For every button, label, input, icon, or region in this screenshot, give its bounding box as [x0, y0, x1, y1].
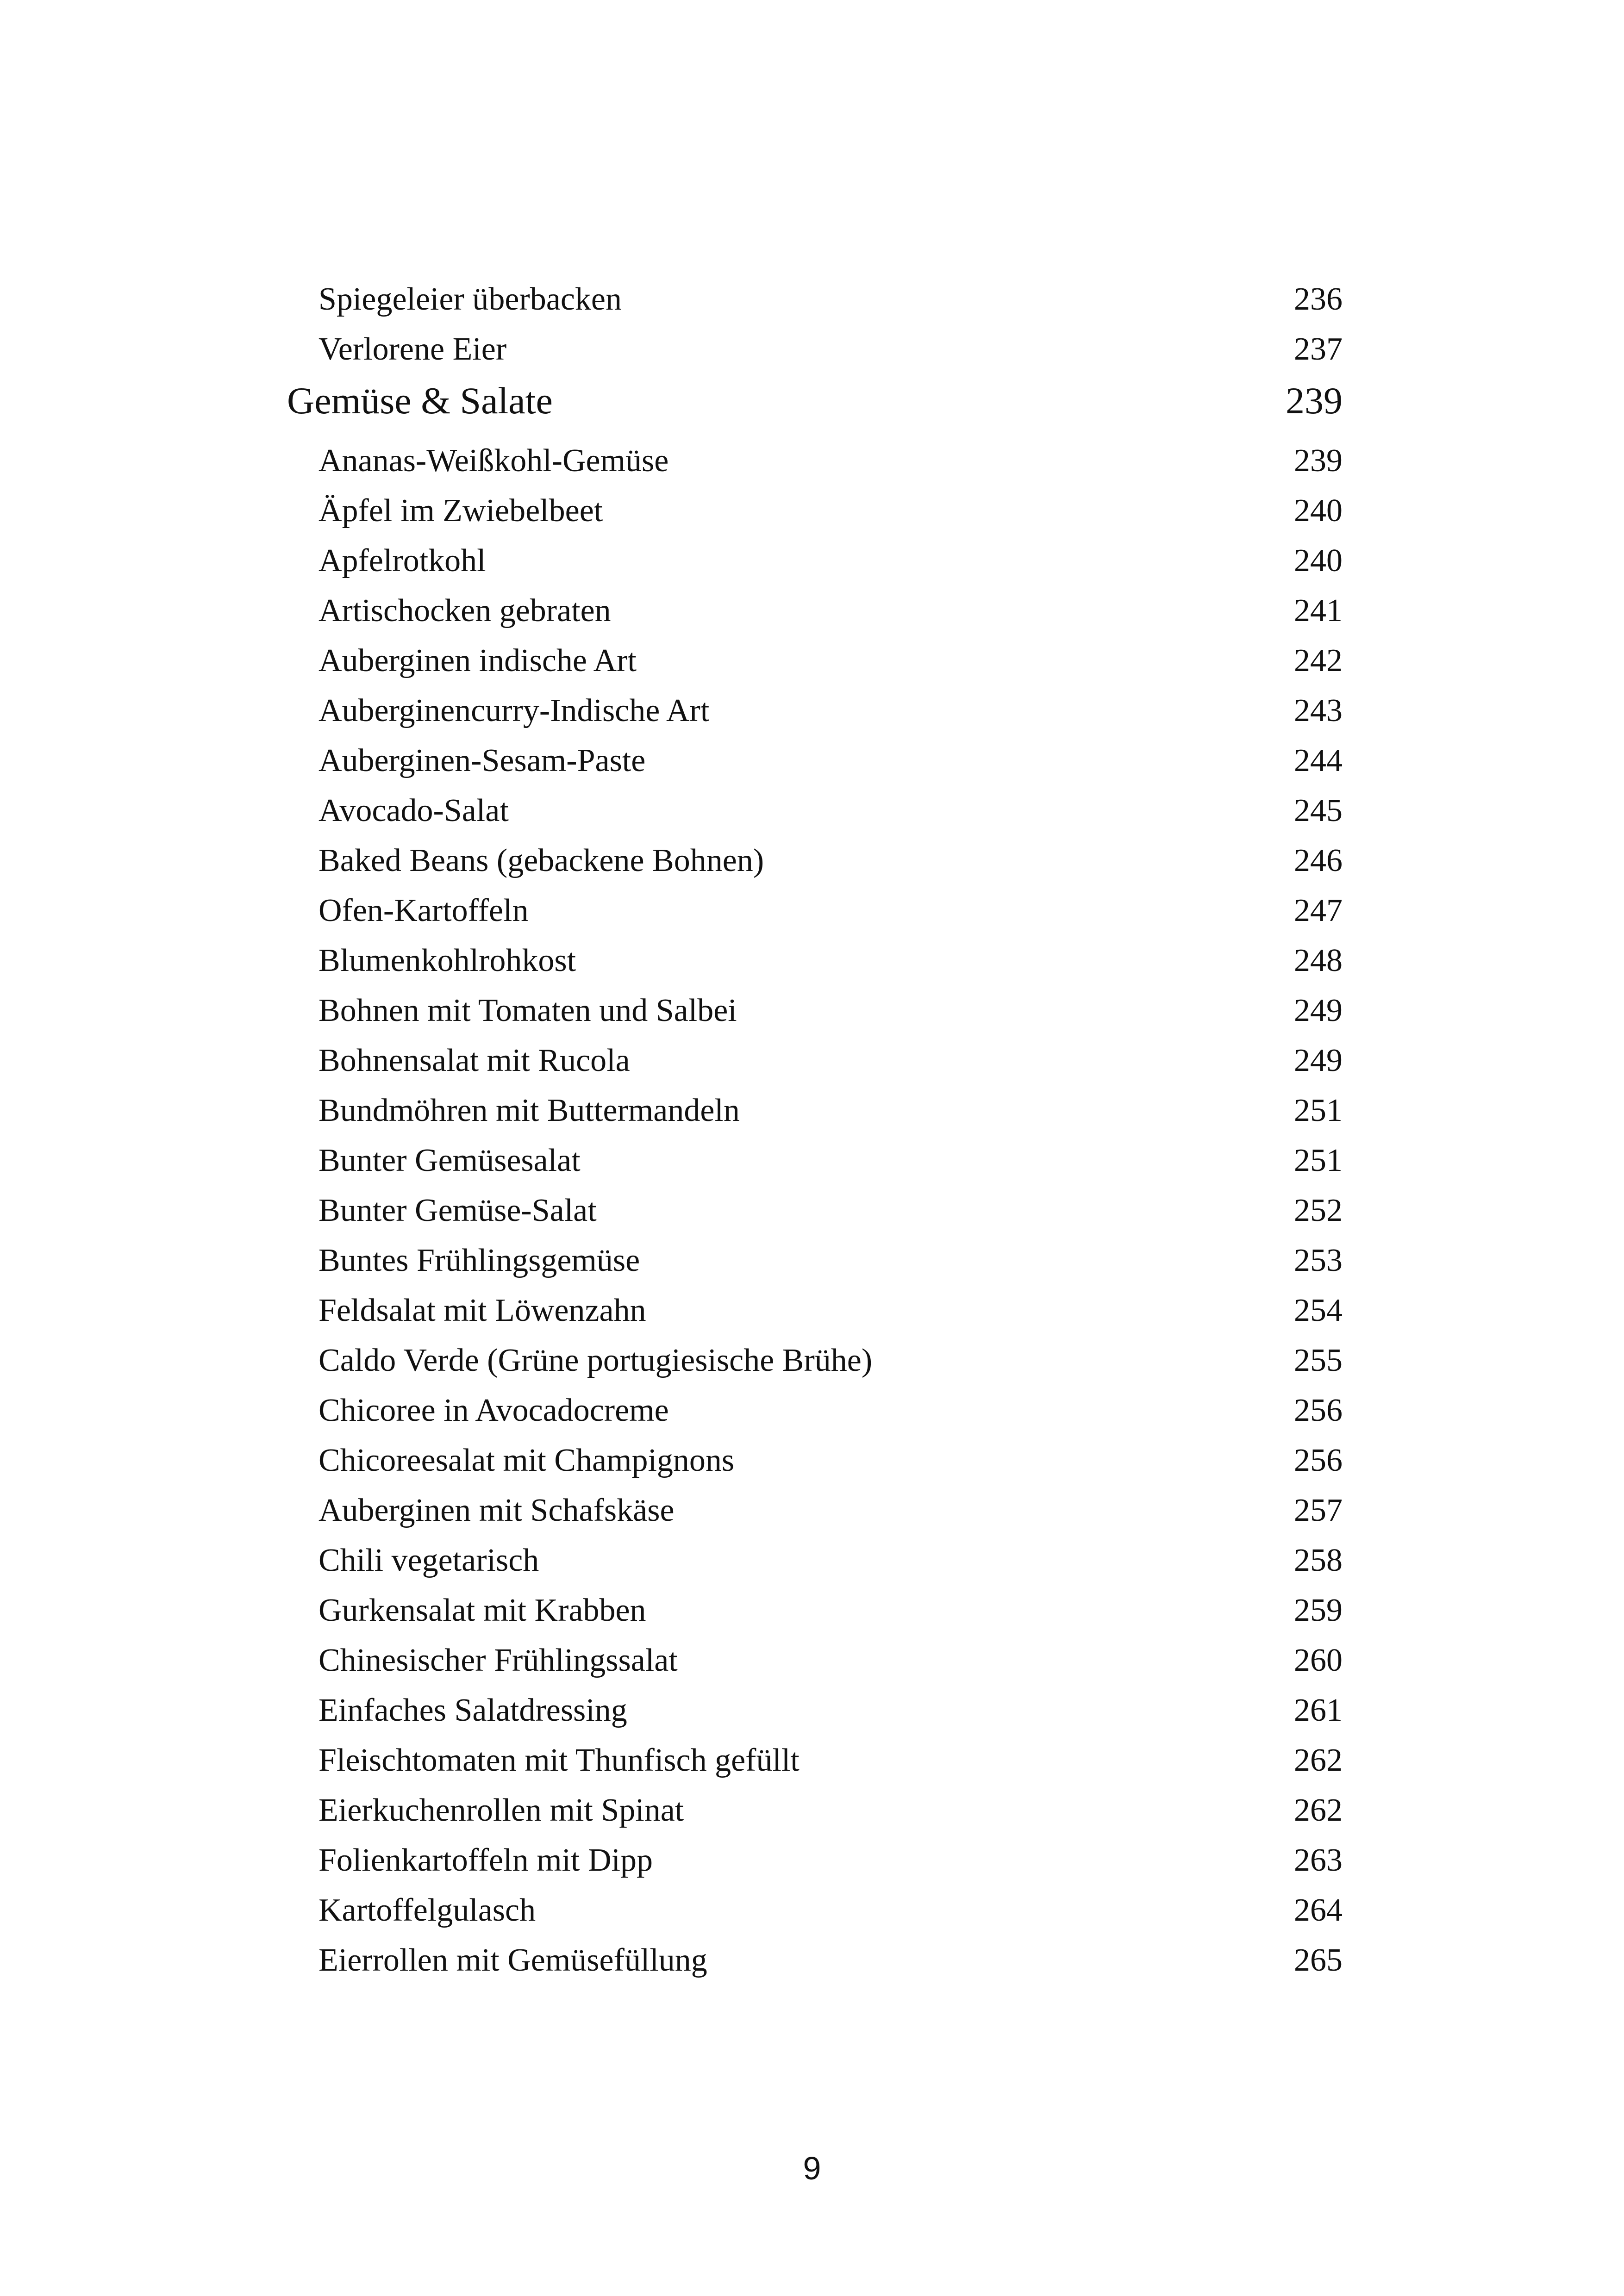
toc-entry-page: 262 — [1294, 1792, 1343, 1828]
toc-entry-page: 256 — [1294, 1393, 1343, 1428]
toc-entry-page: 249 — [1294, 1043, 1343, 1078]
toc-entry-page: 244 — [1294, 743, 1343, 778]
toc-entry-page: 247 — [1294, 893, 1343, 928]
toc-entry-title: Einfaches Salatdressing — [319, 1692, 627, 1728]
page-number: 9 — [803, 2150, 821, 2186]
toc-entry-title: Bunter Gemüsesalat — [319, 1143, 581, 1178]
toc-entry — [0, 1786, 1624, 1836]
toc-entry-title: Baked Beans (gebackene Bohnen) — [319, 843, 764, 878]
toc-entry — [0, 886, 1624, 936]
toc-entry — [0, 1136, 1624, 1186]
toc-entry-page: 241 — [1294, 593, 1343, 628]
toc-entry-title: Folienkartoffeln mit Dipp — [319, 1842, 653, 1878]
toc-entry-page: 260 — [1294, 1643, 1343, 1678]
toc-entry — [0, 736, 1624, 786]
toc-entry — [0, 1736, 1624, 1786]
toc-entry — [0, 1636, 1624, 1686]
toc-entry — [0, 1536, 1624, 1586]
toc-entry-page: 251 — [1294, 1143, 1343, 1178]
toc-entry-title: Bohnensalat mit Rucola — [319, 1043, 630, 1078]
toc-entry — [0, 1086, 1624, 1136]
toc-entry — [0, 1436, 1624, 1486]
toc-section-heading — [0, 376, 1624, 426]
toc-entry-page: 257 — [1294, 1493, 1343, 1528]
toc-entry-title: Buntes Frühlingsgemüse — [319, 1243, 640, 1278]
toc-entry-title: Auberginen mit Schafskäse — [319, 1493, 675, 1528]
toc-entry-page: 254 — [1294, 1293, 1343, 1328]
toc-entry-title: Caldo Verde (Grüne portugiesische Brühe) — [319, 1343, 873, 1378]
toc-entry-page: 246 — [1294, 843, 1343, 878]
toc-entry-page: 261 — [1294, 1692, 1343, 1728]
toc-entry — [0, 1586, 1624, 1636]
toc-entry — [0, 274, 1624, 324]
toc-entry-title: Chinesischer Frühlingssalat — [319, 1643, 678, 1678]
toc-entry-title: Äpfel im Zwiebelbeet — [319, 493, 603, 529]
toc-entry-page: 249 — [1294, 993, 1343, 1028]
toc-entry-title: Gurkensalat mit Krabben — [319, 1593, 646, 1628]
toc-entry — [0, 1836, 1624, 1885]
toc-entry-title: Auberginen-Sesam-Paste — [319, 743, 646, 778]
toc-entry-page: 263 — [1294, 1842, 1343, 1878]
toc-entry-page: 243 — [1294, 693, 1343, 728]
toc-entry — [0, 536, 1624, 586]
toc-entry-page: 236 — [1294, 281, 1343, 317]
toc-entry-title: Artischocken gebraten — [319, 593, 611, 628]
toc-entry-title: Blumenkohlrohkost — [319, 943, 576, 978]
toc-entry-title: Bunter Gemüse-Salat — [319, 1193, 597, 1228]
toc-entry — [0, 936, 1624, 986]
toc-entry — [0, 1286, 1624, 1336]
toc-entry — [0, 986, 1624, 1036]
toc-entry — [0, 1885, 1624, 1935]
toc-entry-page: 245 — [1294, 793, 1343, 828]
toc-entry-page: 240 — [1294, 543, 1343, 579]
toc-entry — [0, 1336, 1624, 1386]
toc-entry-title: Bohnen mit Tomaten und Salbei — [319, 993, 737, 1028]
toc-entry-page: 255 — [1294, 1343, 1343, 1378]
toc-entry-title: Auberginen indische Art — [319, 643, 637, 678]
toc-entry-title: Bundmöhren mit Buttermandeln — [319, 1093, 740, 1128]
toc-entry-title: Fleischtomaten mit Thunfisch gefüllt — [319, 1742, 800, 1778]
toc-entry-title: Feldsalat mit Löwenzahn — [319, 1293, 646, 1328]
toc-entry-page: 265 — [1294, 1942, 1343, 1978]
toc-entry — [0, 686, 1624, 736]
toc-entry — [0, 1186, 1624, 1236]
toc-entry-title: Apfelrotkohl — [319, 543, 486, 579]
toc-entry — [0, 1386, 1624, 1436]
toc-entry-title: Eierkuchenrollen mit Spinat — [319, 1792, 684, 1828]
toc-entry-page: 253 — [1294, 1243, 1343, 1278]
toc-entry — [0, 586, 1624, 636]
toc-entry-page: 256 — [1294, 1443, 1343, 1478]
toc-entry — [0, 1036, 1624, 1086]
toc-entry-title: Ananas-Weißkohl-Gemüse — [319, 443, 669, 479]
toc-entry-title: Spiegeleier überbacken — [319, 281, 622, 317]
toc-entry-page: 242 — [1294, 643, 1343, 678]
toc-entry-title: Auberginencurry-Indische Art — [319, 693, 710, 728]
toc-entry-page: 239 — [1294, 443, 1343, 479]
toc-entry-page: 262 — [1294, 1742, 1343, 1778]
toc-entry-page: 264 — [1294, 1892, 1343, 1928]
toc-entry-title: Chicoreesalat mit Champignons — [319, 1443, 735, 1478]
toc-entry — [0, 436, 1624, 486]
toc-section-page: 239 — [1286, 380, 1343, 422]
toc-entry-page: 251 — [1294, 1093, 1343, 1128]
toc-entry-title: Verlorene Eier — [319, 331, 507, 367]
toc-entry — [0, 1236, 1624, 1286]
toc-entry — [0, 636, 1624, 686]
toc-entry — [0, 786, 1624, 836]
toc-entry-title: Ofen-Kartoffeln — [319, 893, 529, 928]
toc-entry — [0, 1935, 1624, 1985]
toc-entry-title: Eierrollen mit Gemüsefüllung — [319, 1942, 707, 1978]
toc-section-title: Gemüse & Salate — [287, 380, 553, 422]
toc-entry — [0, 486, 1624, 536]
toc-entry-page: 252 — [1294, 1193, 1343, 1228]
toc-entry-page: 237 — [1294, 331, 1343, 367]
toc-entry-title: Chicoree in Avocadocreme — [319, 1393, 669, 1428]
toc-entry-title: Avocado-Salat — [319, 793, 509, 828]
toc-entry-page: 258 — [1294, 1543, 1343, 1578]
toc-entry-title: Kartoffelgulasch — [319, 1892, 536, 1928]
toc-entry — [0, 1486, 1624, 1536]
toc-entry — [0, 1686, 1624, 1736]
toc-entry-page: 240 — [1294, 493, 1343, 529]
toc-entry-title: Chili vegetarisch — [319, 1543, 539, 1578]
toc-entry — [0, 836, 1624, 886]
toc-entry-page: 248 — [1294, 943, 1343, 978]
toc-entry — [0, 324, 1624, 374]
toc-entry-page: 259 — [1294, 1593, 1343, 1628]
